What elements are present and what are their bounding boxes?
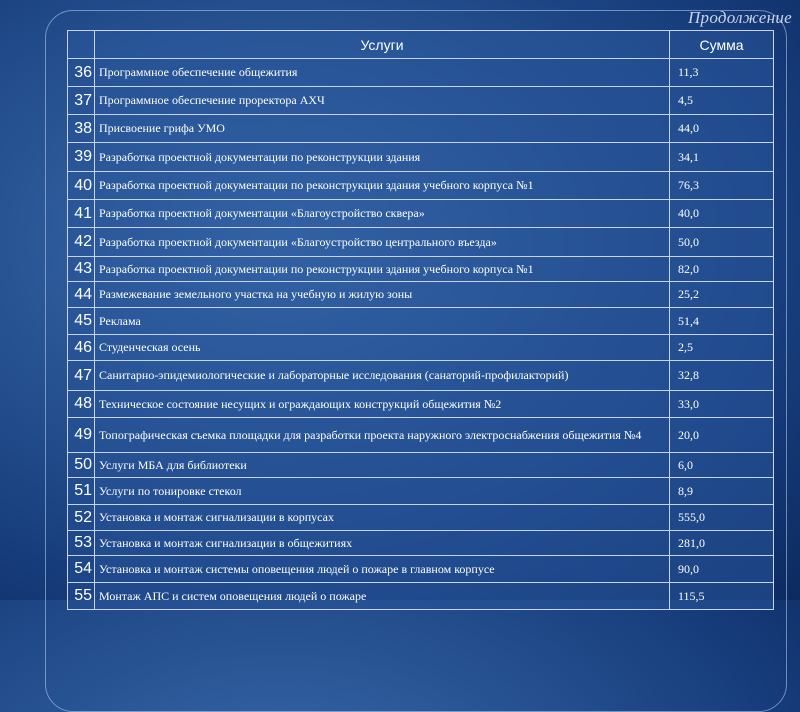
row-amount: 8,9	[670, 478, 774, 505]
row-service: Техническое состояние несущих и ограждающих конструкций общежития №2	[95, 391, 670, 418]
row-amount: 50,0	[670, 228, 774, 257]
row-number: 41	[68, 200, 95, 228]
table-row	[68, 453, 774, 478]
row-service: Услуги по тонировке стекол	[95, 478, 670, 505]
table-row	[68, 505, 774, 531]
row-service: Реклама	[95, 308, 670, 335]
table-row	[68, 308, 774, 335]
table-row	[68, 391, 774, 418]
row-amount: 20,0	[670, 418, 774, 453]
row-number: 42	[68, 228, 95, 257]
row-service: Услуги МБА для библиотеки	[95, 453, 670, 478]
row-amount: 32,8	[670, 361, 774, 391]
row-amount: 51,4	[670, 308, 774, 335]
row-amount: 6,0	[670, 453, 774, 478]
row-number: 40	[68, 172, 95, 200]
row-amount: 82,0	[670, 257, 774, 282]
row-amount: 90,0	[670, 556, 774, 583]
row-amount: 115,5	[670, 583, 774, 610]
table-row	[68, 478, 774, 505]
row-service: Разработка проектной документации по реконструкции здания	[95, 143, 670, 172]
row-number: 50	[68, 453, 95, 478]
table-row	[68, 200, 774, 228]
header-num	[68, 31, 95, 59]
row-amount: 11,3	[670, 59, 774, 87]
row-service: Монтаж АПС и систем оповещения людей о пожаре	[95, 583, 670, 610]
row-amount: 76,3	[670, 172, 774, 200]
row-amount: 44,0	[670, 115, 774, 143]
row-service: Установка и монтаж сигнализации в корпусах	[95, 505, 670, 531]
table-row	[68, 172, 774, 200]
row-service: Разработка проектной документации по реконструкции здания учебного корпуса №1	[95, 257, 670, 282]
row-number: 49	[68, 418, 95, 453]
table-row	[68, 556, 774, 583]
table-row	[68, 583, 774, 610]
row-service: Установка и монтаж сигнализации в общежитиях	[95, 531, 670, 556]
table-row	[68, 87, 774, 115]
services-table	[67, 30, 774, 610]
row-number: 38	[68, 115, 95, 143]
table-row	[68, 115, 774, 143]
row-number: 47	[68, 361, 95, 391]
table-row	[68, 531, 774, 556]
row-amount: 2,5	[670, 335, 774, 361]
row-number: 53	[68, 531, 95, 556]
row-service: Разработка проектной документации «Благоустройство сквера»	[95, 200, 670, 228]
header-amount: Сумма	[670, 31, 774, 59]
row-number: 39	[68, 143, 95, 172]
row-service: Разработка проектной документации «Благоустройство центрального въезда»	[95, 228, 670, 257]
row-service: Установка и монтаж системы оповещения людей о пожаре в главном корпусе	[95, 556, 670, 583]
row-number: 52	[68, 505, 95, 531]
table-row	[68, 282, 774, 308]
row-amount: 40,0	[670, 200, 774, 228]
table-header-row	[68, 31, 774, 59]
row-number: 36	[68, 59, 95, 87]
table-row	[68, 335, 774, 361]
row-number: 55	[68, 583, 95, 610]
row-amount: 281,0	[670, 531, 774, 556]
row-number: 48	[68, 391, 95, 418]
table-row	[68, 59, 774, 87]
row-amount: 555,0	[670, 505, 774, 531]
row-amount: 4,5	[670, 87, 774, 115]
row-number: 43	[68, 257, 95, 282]
row-service: Программное обеспечение проректора АХЧ	[95, 87, 670, 115]
slide-subtitle: Продолжение	[687, 8, 792, 27]
row-number: 46	[68, 335, 95, 361]
row-service: Санитарно-эпидемиологические и лабораторные исследования (санаторий-профилакторий)	[95, 361, 670, 391]
table-row	[68, 257, 774, 282]
row-service: Разработка проектной документации по реконструкции здания учебного корпуса №1	[95, 172, 670, 200]
table-row	[68, 361, 774, 391]
row-number: 37	[68, 87, 95, 115]
table-row	[68, 143, 774, 172]
row-service: Присвоение грифа УМО	[95, 115, 670, 143]
row-amount: 25,2	[670, 282, 774, 308]
row-number: 51	[68, 478, 95, 505]
table-row	[68, 228, 774, 257]
header-service: Услуги	[95, 31, 670, 59]
row-service: Топографическая съемка площадки для разработки проекта наружного электроснабжения общежития №4	[95, 418, 670, 453]
row-service: Студенческая осень	[95, 335, 670, 361]
row-number: 45	[68, 308, 95, 335]
row-number: 44	[68, 282, 95, 308]
table-row	[68, 418, 774, 453]
row-number: 54	[68, 556, 95, 583]
row-amount: 33,0	[670, 391, 774, 418]
row-service: Программное обеспечение общежития	[95, 59, 670, 87]
row-service: Размежевание земельного участка на учебную и жилую зоны	[95, 282, 670, 308]
row-amount: 34,1	[670, 143, 774, 172]
